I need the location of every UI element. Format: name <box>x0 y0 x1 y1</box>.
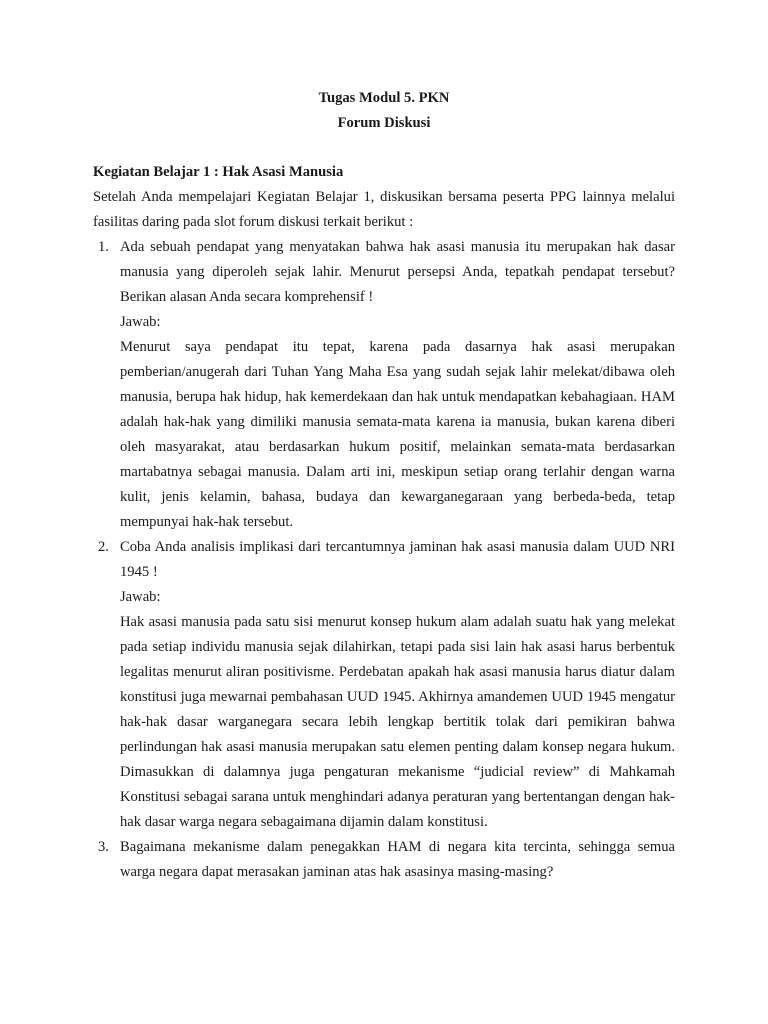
answer-text: Hak asasi manusia pada satu sisi menurut konsep hukum alam adalah suatu hak yang melekat pada setiap individu manusia sejak dilahirkan, tetapi pada sisi lain hak asasi harus berbentuk legalitas menurut aliran positivisme. Perdebatan apakah hak asasi manusia harus diatur dalam konstitusi juga mewarnai pembahasan UUD 1945. Akhirnya amandemen UUD 1945 mengatur hak-hak dasar warganegara secara lebih lengkap bertitik tolak dari pemikiran bahwa perlindungan hak asasi manusia merupakan satu elemen penting dalam konsep negara hukum. Dimasukkan di dalamnya juga pengaturan mekanisme “judicial review” di Mahkamah Konstitusi sebagai sarana untuk menghindari adanya peraturan yang bertentangan dengan hak-hak dasar warga negara sebagaimana dijamin dalam konstitusi. <box>120 614 675 830</box>
section-intro: Setelah Anda mempelajari Kegiatan Belajar 1, diskusikan bersama peserta PPG lainnya melalui fasilitas daring pada slot forum diskusi terkait berikut : <box>93 189 675 230</box>
answer-label: Jawab: <box>120 589 161 605</box>
document-subtitle: Forum Diskusi <box>337 115 431 131</box>
question-number: 2. <box>98 539 109 555</box>
question-item-3 <box>93 835 675 885</box>
answer-label: Jawab: <box>120 314 161 330</box>
document-title: Tugas Modul 5. PKN <box>318 90 450 106</box>
question-item-2 <box>93 535 675 835</box>
question-list <box>93 235 675 885</box>
question-text: Ada sebuah pendapat yang menyatakan bahwa hak asasi manusia itu merupakan hak dasar manusia yang diperoleh sejak lahir. Menurut persepsi Anda, tepatkah pendapat tersebut? Berikan alasan Anda secara komprehensif ! <box>120 239 675 305</box>
section-heading: Kegiatan Belajar 1 : Hak Asasi Manusia <box>93 164 344 180</box>
question-number: 3. <box>98 839 109 855</box>
document-page <box>93 86 675 885</box>
answer-text: Menurut saya pendapat itu tepat, karena pada dasarnya hak asasi merupakan pemberian/anugerah dari Tuhan Yang Maha Esa yang sudah sejak lahir melekat/dibawa oleh manusia, berupa hak hidup, hak kemerdekaan dan hak untuk mendapatkan kebahagiaan. HAM adalah hak-hak yang dimiliki manusia semata-mata karena ia manusia, bukan karena diberi oleh masyarakat, atau berdasarkan hukum positif, melainkan semata-mata berdasarkan martabatnya sebagai manusia. Dalam arti ini, meskipun setiap orang terlahir dengan warna kulit, jenis kelamin, bahasa, budaya dan kewarganegaraan yang berbeda-beda, tetap mempunyai hak-hak tersebut. <box>120 339 675 530</box>
question-number: 1. <box>98 239 109 255</box>
question-text: Coba Anda analisis implikasi dari tercantumnya jaminan hak asasi manusia dalam UUD NRI 1945 ! <box>120 539 675 580</box>
question-text: Bagaimana mekanisme dalam penegakkan HAM di negara kita tercinta, sehingga semua warga negara dapat merasakan jaminan atas hak asasinya masing-masing? <box>120 839 675 880</box>
spacer <box>93 136 675 160</box>
question-item-1 <box>93 235 675 535</box>
